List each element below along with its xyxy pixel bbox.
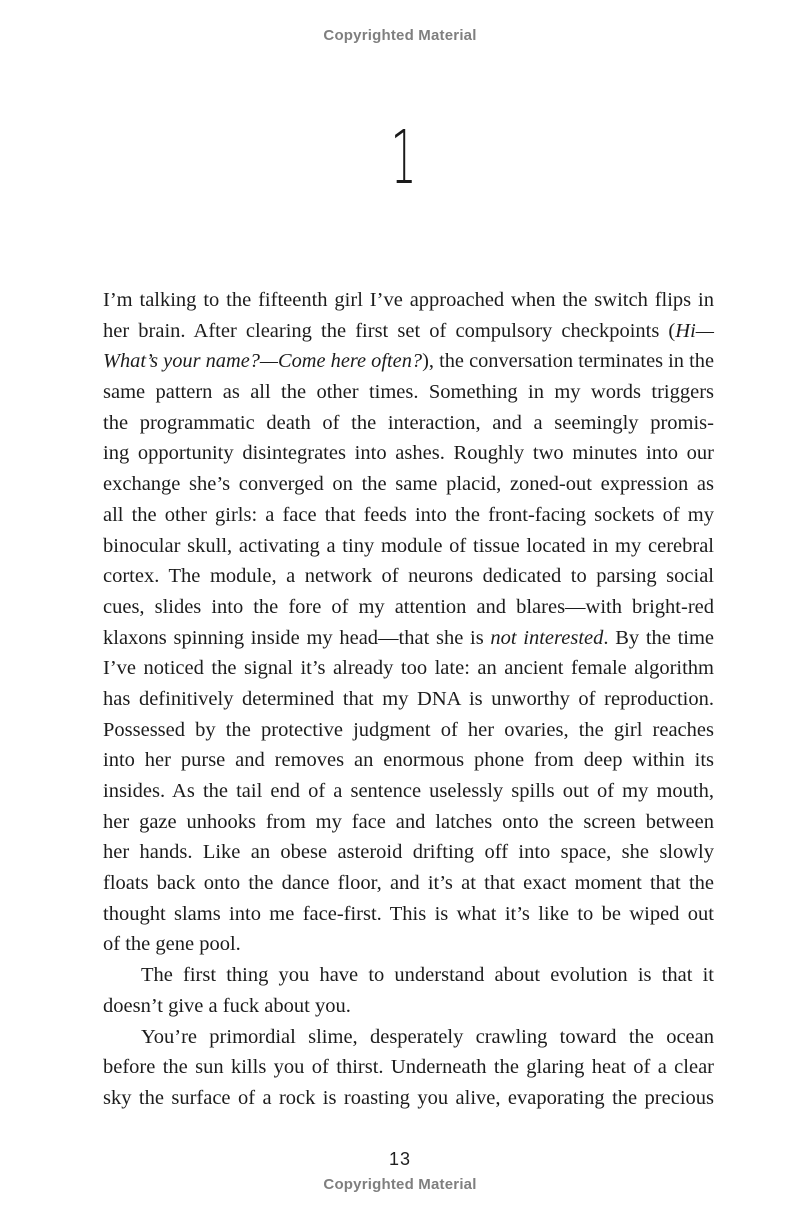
text-line: has definitively determined that my DNA is unworthy of reproduction.: [103, 687, 714, 710]
text-line: of the gene pool.: [103, 933, 241, 956]
copyright-watermark-bottom: Copyrighted Material: [323, 1176, 477, 1193]
text-line: doesn’t give a fuck about you.: [103, 994, 351, 1017]
text-line: her gaze unhooks from my face and latches onto the screen between: [103, 810, 714, 833]
page-number: 13: [388, 1149, 412, 1169]
text-run: . By the time: [603, 626, 714, 649]
chapter-number: 1: [390, 115, 417, 201]
text-line: into her purse and removes an enormous phone from deep within its: [103, 749, 714, 772]
text-run: klaxons spinning inside my head—that she is: [103, 626, 491, 649]
text-line: ing opportunity disintegrates into ashes. Roughly two minutes into our: [103, 442, 714, 465]
text-line: You’re primordial slime, desperately crawling toward the ocean: [141, 1025, 714, 1048]
body-text: [103, 285, 714, 1114]
text-line: The first thing you have to understand about evolution is that it: [141, 964, 714, 987]
text-line: her hands. Like an obese asteroid drifting off into space, she slowly: [103, 841, 714, 864]
text-line: I’ve noticed the signal it’s already too late: an ancient female algorithm: [103, 657, 714, 680]
copyright-watermark-top: Copyrighted Material: [323, 27, 477, 44]
text-line: sky the surface of a rock is roasting you alive, evaporating the precious: [103, 1086, 714, 1109]
text-run: ), the conversation terminates in the: [422, 350, 714, 373]
text-line: [103, 316, 714, 347]
text-line: binocular skull, activating a tiny module of tissue located in my cerebral: [103, 534, 714, 557]
italic-text-run: What’s your name?—Come here often?: [103, 350, 423, 373]
text-run: her brain. After clearing the first set of compulsory checkpoints (: [103, 319, 676, 342]
text-line: exchange she’s converged on the same placid, zoned-out expression as: [103, 473, 714, 496]
text-line: I’m talking to the fifteenth girl I’ve approached when the switch flips in: [103, 289, 714, 311]
text-line: [103, 346, 714, 377]
text-line: [103, 623, 714, 654]
text-line: cortex. The module, a network of neurons dedicated to parsing social: [103, 565, 714, 588]
text-line: cues, slides into the fore of my attention and blares—with bright-red: [103, 595, 714, 618]
text-line: before the sun kills you of thirst. Underneath the glaring heat of a clear: [103, 1056, 714, 1079]
text-line: insides. As the tail end of a sentence uselessly spills out of my mouth,: [103, 780, 714, 802]
text-line: same pattern as all the other times. Something in my words triggers: [103, 381, 714, 404]
text-line: the programmatic death of the interaction, and a seemingly promis-: [103, 411, 714, 434]
text-line: all the other girls: a face that feeds into the front-facing sockets of my: [103, 503, 714, 526]
italic-text-run: Hi—: [675, 319, 714, 342]
text-line: Possessed by the protective judgment of her ovaries, the girl reaches: [103, 718, 714, 741]
italic-text-run: not interested: [490, 626, 604, 649]
text-line: floats back onto the dance floor, and it’s at that exact moment that the: [103, 872, 714, 895]
text-line: thought slams into me face-first. This is what it’s like to be wiped out: [103, 902, 714, 925]
